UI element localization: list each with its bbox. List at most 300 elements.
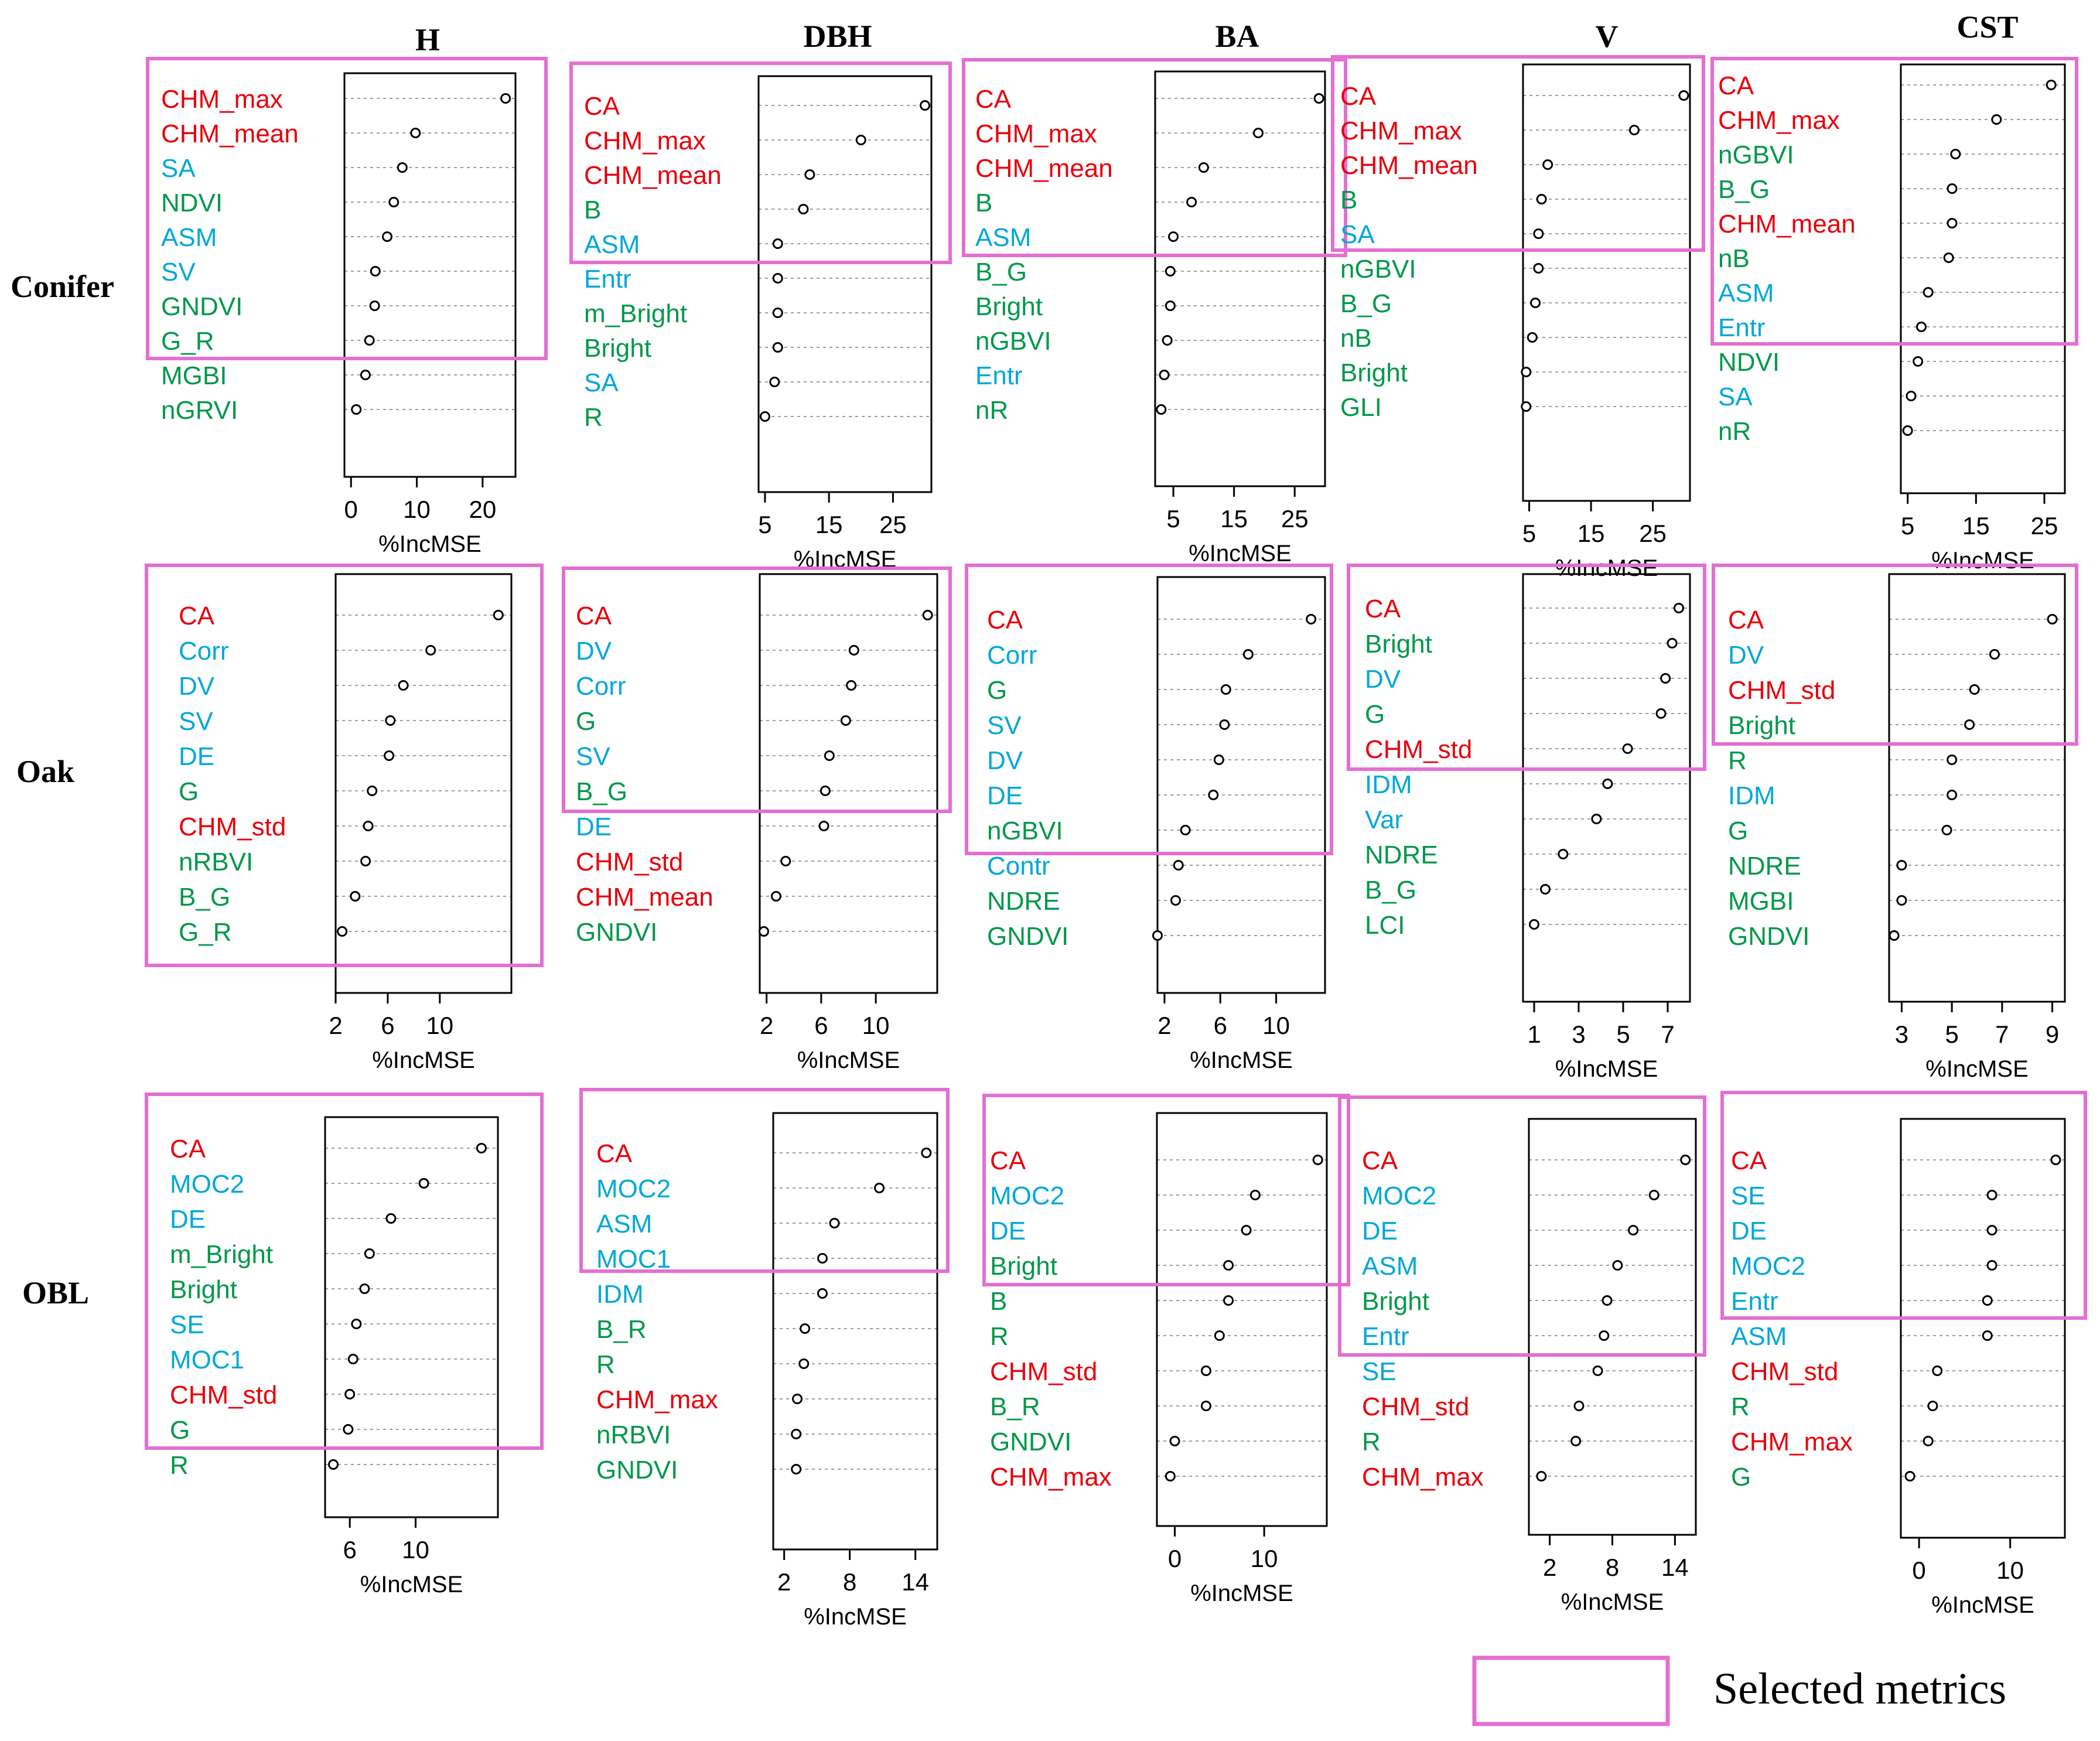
data-point-g (1221, 685, 1230, 694)
variable-label-chm-std: CHM_std (1728, 676, 1836, 705)
data-point-bright (773, 343, 782, 352)
variable-label-asm: ASM (1731, 1322, 1787, 1351)
plot-frame (325, 1117, 498, 1517)
data-point-sa (398, 163, 407, 172)
data-point-ca (1675, 604, 1684, 613)
x-tick-label: 25 (879, 511, 907, 538)
data-point-entr (1983, 1296, 1992, 1305)
x-tick-label: 2 (1157, 1012, 1172, 1039)
data-point-chm-mean (771, 892, 780, 901)
variable-label-nr: nR (1718, 417, 1751, 446)
x-tick-label: 2 (1542, 1554, 1557, 1581)
data-point-b-g (821, 787, 829, 796)
variable-label-ngrvi: nGRVI (161, 396, 238, 425)
variable-label-bright: Bright (1340, 359, 1408, 387)
data-point-de (819, 822, 828, 831)
variable-label-gndvi: GNDVI (596, 1456, 678, 1484)
data-point-de (1629, 1226, 1638, 1235)
data-point-chm-std (1201, 1367, 1210, 1375)
x-tick-label: 9 (2045, 1020, 2060, 1048)
x-tick-label: 10 (1262, 1012, 1290, 1039)
variable-label-g: G (179, 777, 199, 806)
data-point-r (1215, 1332, 1224, 1340)
variable-label-gli: GLI (1340, 393, 1382, 422)
variable-label-asm: ASM (975, 223, 1032, 252)
data-point-g-r (365, 336, 374, 345)
variable-label-corr: Corr (179, 637, 229, 665)
variable-label-ca: CA (975, 85, 1012, 114)
panel-conifer-h (148, 59, 546, 557)
data-point-chm-mean (1948, 219, 1956, 228)
data-point-b (1537, 195, 1546, 204)
variable-label-de: DE (170, 1205, 206, 1234)
x-tick-label: 3 (1572, 1020, 1586, 1048)
importance-panels (146, 57, 2085, 1630)
variable-label-asm: ASM (596, 1210, 653, 1238)
variable-label-chm-max: CHM_max (1718, 106, 1840, 135)
data-point-de (1988, 1226, 1996, 1235)
variable-label-de: DE (179, 742, 215, 771)
plot-frame (1155, 71, 1325, 486)
data-point-mgbi (1897, 896, 1906, 905)
data-point-dv (1214, 756, 1223, 764)
data-point-idm (818, 1289, 827, 1298)
data-point-moc2 (1650, 1191, 1658, 1200)
data-point-dv (1661, 674, 1670, 683)
data-point-ca (2048, 615, 2057, 624)
variable-label-asm: ASM (161, 223, 217, 252)
variable-label-g-r: G_R (161, 327, 214, 356)
x-tick-label: 6 (343, 1536, 357, 1564)
data-point-var (1592, 815, 1601, 824)
x-axis-label: %IncMSE (1925, 1056, 2029, 1082)
data-point-b-g (1166, 267, 1174, 276)
x-axis-label: %IncMSE (1555, 1056, 1658, 1082)
data-point-nb (1944, 254, 1953, 262)
data-point-nb (1528, 333, 1536, 342)
plot-frame (1901, 64, 2065, 493)
variable-label-bright: Bright (975, 292, 1043, 321)
data-point-dv (849, 646, 858, 655)
data-point-b-r (801, 1324, 810, 1333)
panel-obl-h (146, 1094, 542, 1597)
variable-label-ndvi: NDVI (1718, 348, 1780, 377)
data-point-gndvi (1170, 1437, 1179, 1446)
data-point-entr (1917, 323, 1926, 332)
data-point-gli (1522, 402, 1531, 411)
x-tick-label: 25 (1639, 520, 1667, 547)
row-headers (11, 269, 114, 1310)
column-header-ba: BA (1215, 19, 1259, 54)
data-point-moc1 (818, 1254, 827, 1263)
data-point-gndvi (1890, 931, 1898, 940)
variable-label-de: DE (576, 813, 612, 841)
variable-label-de: DE (987, 781, 1023, 810)
variable-label-r: R (1728, 746, 1747, 775)
data-point-chm-max (1630, 126, 1639, 135)
variable-label-chm-mean: CHM_mean (975, 154, 1113, 183)
data-point-corr (1244, 650, 1252, 659)
variable-label-chm-std: CHM_std (179, 813, 286, 841)
data-point-mgbi (361, 371, 370, 380)
data-point-g (1942, 826, 1951, 835)
variable-label-idm: IDM (1365, 770, 1412, 799)
variable-label-gndvi: GNDVI (990, 1428, 1072, 1456)
data-point-ca (1679, 91, 1688, 100)
variable-label-chm-mean: CHM_mean (1718, 210, 1856, 238)
variable-label-contr: Contr (987, 852, 1050, 880)
data-point-asm (773, 240, 782, 248)
data-point-chm-max (856, 136, 865, 145)
panel-oak-ba (967, 565, 1331, 1073)
panel-oak-cst (1713, 565, 2077, 1082)
variable-label-se: SE (1731, 1182, 1766, 1210)
variable-label-ca: CA (1365, 595, 1401, 623)
data-point-bright (1668, 639, 1676, 648)
x-axis-label: %IncMSE (804, 1604, 907, 1630)
row-header-conifer: Conifer (11, 269, 114, 304)
variable-label-ngbvi: nGBVI (975, 327, 1051, 356)
column-header-h: H (415, 22, 441, 57)
x-tick-label: 5 (1166, 505, 1180, 532)
variable-label-chm-max: CHM_max (1362, 1463, 1484, 1491)
data-point-moc2 (419, 1179, 428, 1188)
data-point-chm-max (1924, 1437, 1932, 1446)
column-header-v: V (1595, 19, 1618, 54)
plot-frame (1901, 1119, 2065, 1538)
x-tick-label: 7 (1995, 1020, 2009, 1048)
data-point-corr (426, 646, 435, 655)
variable-label-chm-std: CHM_std (170, 1381, 278, 1409)
data-point-se (352, 1320, 361, 1329)
variable-label-sa: SA (1718, 383, 1753, 411)
data-point-r (329, 1460, 338, 1469)
panel-conifer-v (1333, 57, 1703, 581)
variable-label-ca: CA (584, 92, 620, 121)
legend-label: Selected metrics (1713, 1664, 2007, 1713)
variable-label-ca: CA (1362, 1146, 1398, 1175)
column-headers (415, 9, 2019, 57)
variable-label-sa: SA (584, 368, 619, 397)
x-axis-label: %IncMSE (1931, 548, 2034, 573)
variable-label-chm-mean: CHM_mean (584, 161, 722, 190)
x-tick-label: 25 (2030, 512, 2058, 540)
variable-label-chm-mean: CHM_mean (161, 120, 299, 148)
variable-label-g: G (1728, 817, 1749, 845)
data-point-g-r (338, 927, 347, 936)
variable-label-gndvi: GNDVI (987, 922, 1069, 951)
data-point-asm (383, 233, 392, 241)
variable-label-chm-std: CHM_std (1731, 1357, 1839, 1386)
variable-label-chm-std: CHM_std (1362, 1392, 1470, 1421)
variable-label-ca: CA (990, 1146, 1026, 1175)
variable-label-asm: ASM (1718, 279, 1774, 308)
variable-label-moc2: MOC2 (1362, 1182, 1437, 1210)
data-point-ngbvi (1163, 336, 1172, 345)
data-point-ngbvi (1534, 264, 1543, 273)
plot-frame (1157, 577, 1325, 993)
data-point-asm (830, 1219, 839, 1228)
variable-label-sa: SA (161, 154, 196, 183)
variable-label-chm-mean: CHM_mean (1340, 151, 1478, 180)
panel-ba-ba (964, 60, 1346, 566)
data-point-sa (1907, 392, 1915, 401)
variable-label-r: R (1731, 1392, 1750, 1421)
data-point-chm-std (1970, 685, 1979, 694)
data-point-b (799, 205, 808, 214)
data-point-b-g (1541, 885, 1550, 894)
variable-label-chm-std: CHM_std (1365, 735, 1473, 764)
x-tick-label: 10 (862, 1012, 890, 1039)
data-point-chm-std (781, 857, 790, 866)
x-tick-label: 25 (1281, 505, 1309, 532)
variable-label-nr: nR (975, 396, 1009, 425)
data-point-moc2 (1988, 1261, 1996, 1270)
variable-label-g-r: G_R (179, 918, 232, 947)
variable-label-b-r: B_R (596, 1315, 647, 1344)
variable-label-sv: SV (161, 258, 196, 286)
variable-label-de: DE (1362, 1217, 1398, 1245)
panel-obl-cst (1722, 1093, 2085, 1618)
variable-label-chm-std: CHM_std (576, 848, 684, 876)
variable-label-bright: Bright (1365, 630, 1432, 658)
variable-label-nrbvi: nRBVI (596, 1421, 671, 1449)
data-point-de (385, 752, 394, 760)
variable-label-b-g: B_G (975, 258, 1027, 286)
row-header-oak: Oak (16, 754, 75, 789)
variable-label-b-g: B_G (1340, 289, 1392, 318)
variable-label-chm-max: CHM_max (161, 85, 283, 114)
data-point-ca (921, 101, 930, 110)
panel-oak-v (1348, 565, 1705, 1082)
data-point-asm (1613, 1261, 1622, 1270)
variable-label-bright: Bright (1728, 711, 1795, 740)
data-point-entr (773, 274, 782, 283)
variable-label-b-g: B_G (1718, 175, 1770, 204)
x-tick-label: 6 (381, 1012, 395, 1039)
variable-label-gndvi: GNDVI (161, 292, 243, 321)
x-tick-label: 15 (1577, 520, 1605, 547)
data-point-asm (1169, 233, 1178, 241)
x-tick-label: 5 (1945, 1020, 1959, 1048)
data-point-ca (2051, 1156, 2060, 1165)
variable-label-b: B (1340, 186, 1358, 214)
data-point-sv (371, 267, 380, 276)
data-point-bright (1965, 721, 1974, 729)
x-tick-label: 10 (426, 1012, 454, 1039)
plot-frame (336, 574, 511, 993)
x-tick-label: 1 (1527, 1020, 1541, 1048)
data-point-chm-std (364, 822, 373, 831)
data-point-chm-mean (1544, 161, 1552, 169)
variable-label-chm-std: CHM_std (990, 1357, 1098, 1386)
panel-obl-dbh (581, 1090, 948, 1630)
data-point-sa (1534, 230, 1543, 238)
data-point-b-g (1531, 299, 1540, 308)
data-point-entr (1160, 371, 1169, 380)
data-point-ngbvi (1951, 150, 1960, 159)
variable-label-var: Var (1365, 805, 1404, 834)
row-header-obl: OBL (22, 1275, 90, 1310)
data-point-ndvi (390, 198, 398, 207)
data-point-r (1948, 756, 1956, 764)
variable-label-moc1: MOC1 (596, 1245, 671, 1274)
variable-label-b: B (584, 196, 602, 224)
data-point-chm-max (501, 94, 510, 103)
data-point-asm (1924, 288, 1932, 297)
x-tick-label: 5 (1900, 512, 1915, 540)
variable-label-dv: DV (576, 637, 612, 665)
variable-label-ca: CA (1340, 82, 1377, 111)
x-axis-label: %IncMSE (1561, 1589, 1664, 1615)
variable-label-r: R (990, 1322, 1009, 1351)
data-point-sa (770, 378, 779, 387)
data-point-g (1657, 709, 1665, 718)
data-point-nr (1903, 426, 1912, 435)
variable-label-ca: CA (1718, 71, 1754, 100)
panel-conifer-cst (1712, 59, 2077, 573)
variable-label-ngbvi: nGBVI (1718, 141, 1794, 169)
variable-label-ca: CA (987, 606, 1023, 634)
data-point-g (344, 1425, 353, 1434)
x-tick-label: 15 (815, 511, 843, 538)
variable-label-sa: SA (1340, 220, 1375, 249)
variable-label-ngbvi: nGBVI (1340, 255, 1416, 284)
x-tick-label: 7 (1661, 1020, 1675, 1048)
variable-label-mgbi: MGBI (161, 361, 227, 390)
variable-label-g: G (987, 676, 1008, 705)
data-point-chm-std (1623, 745, 1632, 753)
data-point-moc2 (875, 1184, 884, 1193)
variable-label-ca: CA (576, 602, 612, 630)
variable-label-b-g: B_G (576, 777, 628, 806)
plot-frame (760, 574, 937, 993)
data-point-r (760, 412, 769, 421)
data-point-m-bright (365, 1250, 374, 1258)
variable-label-entr: Entr (1731, 1287, 1778, 1316)
variable-label-moc2: MOC2 (990, 1182, 1065, 1210)
variable-label-sv: SV (576, 742, 610, 771)
variable-label-chm-max: CHM_max (990, 1463, 1112, 1491)
data-point-ca (494, 611, 503, 620)
data-point-dv (1990, 650, 1999, 659)
x-tick-label: 5 (758, 511, 772, 538)
x-tick-label: 5 (1616, 1020, 1630, 1048)
data-point-ca (922, 1149, 931, 1158)
variable-label-dv: DV (179, 672, 215, 701)
legend-swatch (1474, 1658, 1668, 1724)
variable-label-asm: ASM (1362, 1252, 1418, 1281)
variable-label-b-g: B_G (1365, 876, 1417, 904)
variable-label-se: SE (1362, 1357, 1396, 1386)
data-point-ca (1314, 94, 1323, 103)
plot-frame (1889, 574, 2065, 1002)
variable-label-bright: Bright (1362, 1287, 1429, 1316)
variable-label-lci: LCI (1365, 911, 1405, 940)
panel-oak-dbh (564, 568, 950, 1073)
x-tick-label: 10 (402, 1536, 429, 1564)
data-point-ngbvi (1181, 826, 1190, 835)
variable-label-chm-max: CHM_max (1731, 1428, 1853, 1456)
variable-label-corr: Corr (987, 641, 1037, 670)
x-tick-label: 6 (1213, 1012, 1227, 1039)
variable-label-asm: ASM (584, 230, 640, 259)
x-tick-label: 3 (1894, 1020, 1909, 1048)
variable-label-g: G (1731, 1463, 1751, 1491)
panel-oak-h (146, 565, 542, 1073)
data-point-corr (847, 681, 856, 690)
data-point-b (1224, 1296, 1233, 1305)
x-tick-label: 8 (842, 1568, 857, 1596)
variable-label-bright: Bright (584, 334, 651, 363)
variable-label-r: R (584, 403, 603, 432)
data-point-ndre (1897, 861, 1906, 870)
variable-label-moc1: MOC1 (170, 1346, 245, 1374)
x-tick-label: 0 (1912, 1556, 1926, 1584)
data-point-nrbvi (792, 1430, 801, 1439)
variable-label-gndvi: GNDVI (1728, 922, 1810, 951)
x-tick-label: 0 (1167, 1545, 1182, 1572)
data-point-bright (1166, 302, 1174, 310)
variable-label-idm: IDM (596, 1280, 644, 1309)
plot-frame (1529, 1119, 1696, 1535)
variable-label-r: R (1362, 1428, 1381, 1456)
data-point-g (368, 787, 377, 796)
data-point-sv (825, 752, 834, 760)
data-point-chm-max (1537, 1472, 1546, 1481)
x-axis-label: %IncMSE (1189, 541, 1292, 566)
data-point-entr (1600, 1332, 1609, 1340)
data-point-chm-max (1166, 1472, 1174, 1481)
variable-label-entr: Entr (1362, 1322, 1409, 1351)
variable-label-m-bright: m_Bright (584, 299, 688, 328)
x-tick-label: 10 (403, 496, 431, 523)
variable-label-r: R (170, 1451, 189, 1480)
data-point-chm-max (1992, 115, 2001, 124)
variable-label-r: R (596, 1350, 615, 1379)
variable-label-dv: DV (1728, 641, 1764, 670)
data-point-b-g (351, 892, 360, 901)
data-point-bright (1603, 1296, 1611, 1305)
variable-label-chm-max: CHM_max (1340, 117, 1462, 145)
variable-label-chm-max: CHM_max (596, 1385, 718, 1414)
data-point-chm-mean (411, 129, 420, 138)
variable-label-ndre: NDRE (1728, 852, 1801, 880)
data-point-ca (923, 611, 932, 620)
plot-frame (773, 1113, 937, 1549)
variable-label-g: G (1365, 700, 1385, 729)
variable-label-dv: DV (987, 746, 1023, 775)
data-point-nr (1157, 405, 1166, 414)
panel-obl-ba (984, 1095, 1348, 1606)
x-tick-label: 15 (1220, 505, 1248, 532)
variable-label-corr: Corr (576, 672, 626, 701)
variable-label-entr: Entr (975, 361, 1023, 390)
variable-label-moc2: MOC2 (596, 1175, 671, 1203)
plot-frame (1157, 1113, 1327, 1526)
data-point-gndvi (759, 927, 768, 936)
variable-label-chm-max: CHM_max (975, 120, 1097, 148)
variable-label-m-bright: m_Bright (170, 1240, 274, 1269)
x-tick-label: 2 (777, 1568, 791, 1596)
variable-label-chm-mean: CHM_mean (576, 883, 713, 912)
data-point-chm-mean (805, 170, 814, 179)
column-header-dbh: DBH (803, 19, 872, 54)
data-point-bright (360, 1285, 369, 1293)
x-tick-label: 10 (1250, 1545, 1278, 1572)
data-point-se (1988, 1191, 1996, 1200)
data-point-b-r (1201, 1402, 1210, 1411)
